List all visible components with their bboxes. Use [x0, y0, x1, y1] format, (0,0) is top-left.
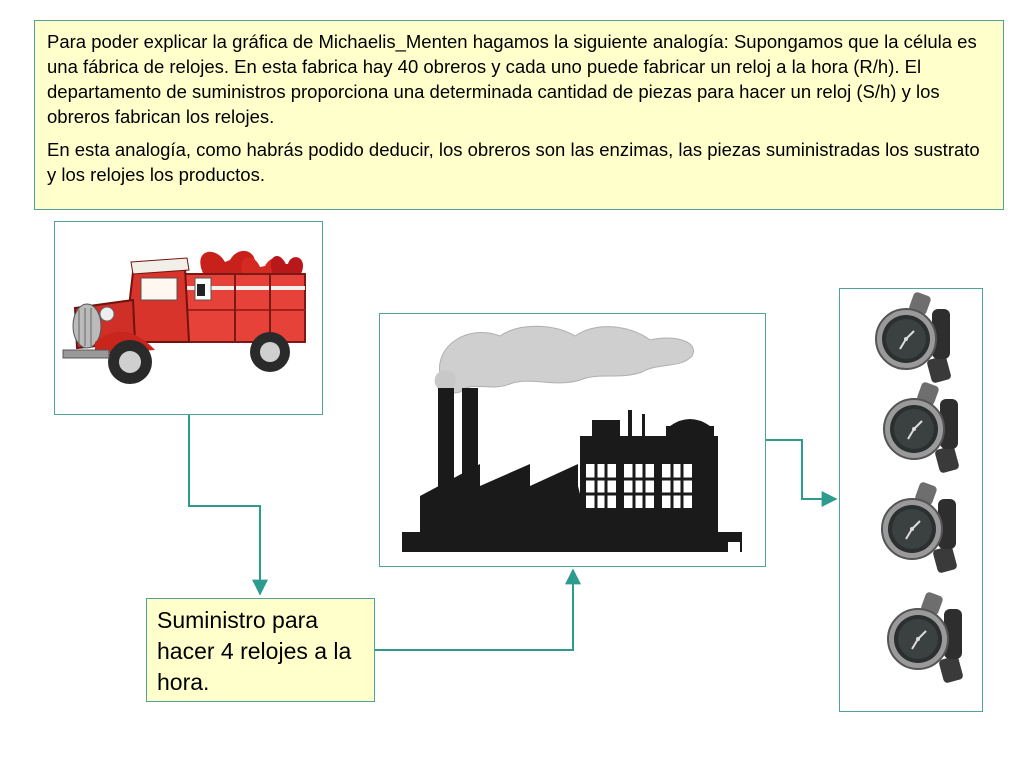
intro-paragraph-2: En esta analogía, como habrás podido deducir, los obreros son las enzimas, las piezas suministradas los sustrato y los relojes los productos. — [47, 139, 980, 185]
intro-paragraph-1: Para poder explicar la gráfica de Michaelis_Menten hagamos la siguiente analogía: Supongamos que la célula es una fábrica de relojes. En esta fabrica hay 40 obreros y cada uno puede fabricar un reloj a la hora (R/h). El departamento de suministros proporciona una determinada cantidad de piezas para hacer un reloj (S/h) y los obreros fabrican los relojes. — [47, 31, 977, 127]
arrow-factory-to-watches — [766, 440, 836, 499]
supply-box — [146, 598, 375, 702]
watch-icon-3 — [882, 481, 958, 574]
watches-icon — [840, 289, 982, 711]
factory-image-box — [379, 313, 766, 567]
supply-label: Suministro para hacer 4 relojes a la hora. — [157, 607, 352, 695]
arrow-truck-to-supply — [189, 415, 260, 594]
factory-icon — [380, 314, 765, 566]
truck-icon — [55, 222, 322, 414]
watch-icon-2 — [884, 381, 960, 474]
truck-image-box — [54, 221, 323, 415]
intro-textbox — [34, 20, 1004, 210]
arrow-supply-to-factory — [375, 570, 573, 650]
watch-icon-4 — [888, 591, 964, 684]
watch-icon-1 — [876, 291, 952, 384]
watches-image-box — [839, 288, 983, 712]
